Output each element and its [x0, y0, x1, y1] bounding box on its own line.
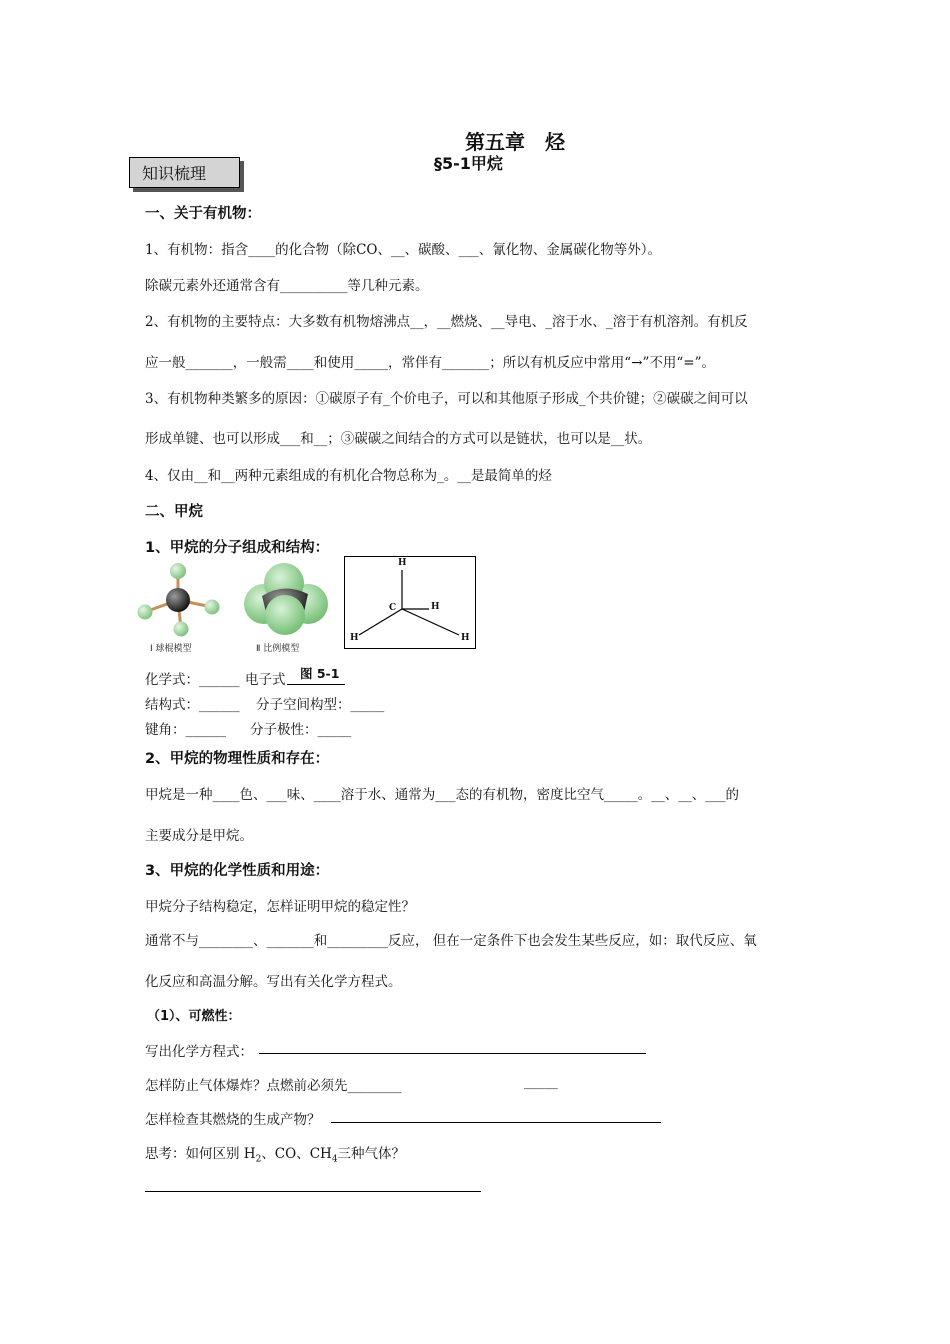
question-text: 思考：如何区别 H	[145, 1146, 256, 1162]
part2-heading: 二、甲烷	[145, 504, 203, 520]
part1-line: 应一般_______，一般需____和使用_____，常伴有_______；所以有机反应中常用“→”不用“=”。	[145, 355, 715, 371]
atom-h-right: H	[431, 602, 440, 612]
structural-formula-bonds	[345, 557, 475, 648]
spatial-shape-line: 分子空间构型：_____	[256, 697, 385, 713]
structural-formula-box	[344, 556, 476, 649]
part1-heading: 一、关于有机物：	[145, 206, 261, 222]
question-equation: 写出化学方程式：	[145, 1044, 253, 1060]
electron-formula-label: 电子式	[245, 672, 286, 688]
question-explosion: 怎样防止气体爆炸？点燃前必须先________	[145, 1078, 402, 1094]
question-explosion-blank: _____	[524, 1074, 558, 1090]
space-filling-model-figure	[240, 560, 330, 640]
question-distinguish	[145, 1142, 405, 1165]
electron-formula-blank	[287, 684, 345, 685]
polarity-line: 分子极性：_____	[250, 722, 352, 738]
physical-properties-heading: 2、甲烷的物理性质和存在：	[145, 751, 330, 767]
ball-stick-model-figure	[128, 560, 228, 642]
part1-line: 4、仅由__和__两种元素组成的有机化合物总称为_。__是最简单的烃	[145, 468, 552, 484]
part1-line: 1、有机物：指含____的化合物（除CO、__、碳酸、___、氰化物、金属碳化物等外）。	[145, 242, 661, 258]
combustibility-heading: （1）、可燃性：	[147, 1009, 241, 1024]
chemical-properties-line: 通常不与________、_______和_________反应， 但在一定条件下也会发生某些反应，如：取代反应、氧	[145, 933, 757, 949]
knowledge-badge: 知识梳理	[129, 157, 240, 188]
section-title: §5-1甲烷	[434, 154, 503, 173]
bond-angle-line: 键角：______	[145, 722, 226, 738]
atom-c: C	[389, 603, 397, 613]
structure-heading: 1、甲烷的分子组成和结构：	[145, 540, 330, 556]
physical-properties-line: 甲烷是一种____色、___味、____溶于水、通常为___态的有机物，密度比空气_____。__、__、___的	[145, 787, 739, 803]
question-text: 、CO、CH	[261, 1146, 332, 1162]
answer-line	[145, 1191, 481, 1192]
ball-stick-caption: Ⅰ 球棍模型	[150, 644, 192, 654]
figure-label: 图 5-1	[300, 666, 340, 681]
atom-h-left: H	[350, 633, 359, 643]
part1-line: 形成单键、也可以形成___和__；③碳碳之间结合的方式可以是链状，也可以是__状。	[145, 431, 652, 447]
question-products: 怎样检查其燃烧的生成产物？	[145, 1112, 321, 1128]
chapter-title: 第五章 烃	[465, 130, 565, 154]
chemical-properties-line: 化反应和高温分解。写出有关化学方程式。	[145, 974, 402, 990]
space-filling-caption: Ⅱ 比例模型	[256, 644, 300, 654]
atom-h-bottom-right: H	[461, 633, 470, 643]
subscript: 4	[331, 1154, 338, 1165]
subscript: 2	[255, 1154, 262, 1165]
answer-line	[331, 1122, 661, 1123]
structural-formula-line: 结构式：______	[145, 697, 240, 713]
physical-properties-line: 主要成分是甲烷。	[145, 828, 253, 844]
question-text: 三种气体？	[337, 1146, 406, 1162]
chemical-properties-heading: 3、甲烷的化学性质和用途：	[145, 863, 330, 879]
part1-line: 3、有机物种类繁多的原因：①碳原子有_个价电子，可以和其他原子形成_个共价键；②碳碳之间可以	[145, 391, 748, 407]
atom-h-top: H	[398, 558, 407, 568]
part1-line: 2、有机物的主要特点：大多数有机物熔沸点__，__燃烧、__导电、_溶于水、_溶于有机溶剂。有机反	[145, 314, 748, 330]
answer-line	[259, 1053, 646, 1054]
chemical-formula-line: 化学式：______	[145, 672, 240, 688]
chemical-properties-line: 甲烷分子结构稳定，怎样证明甲烷的稳定性？	[145, 899, 415, 915]
part1-line: 除碳元素外还通常含有__________等几种元素。	[145, 278, 429, 294]
